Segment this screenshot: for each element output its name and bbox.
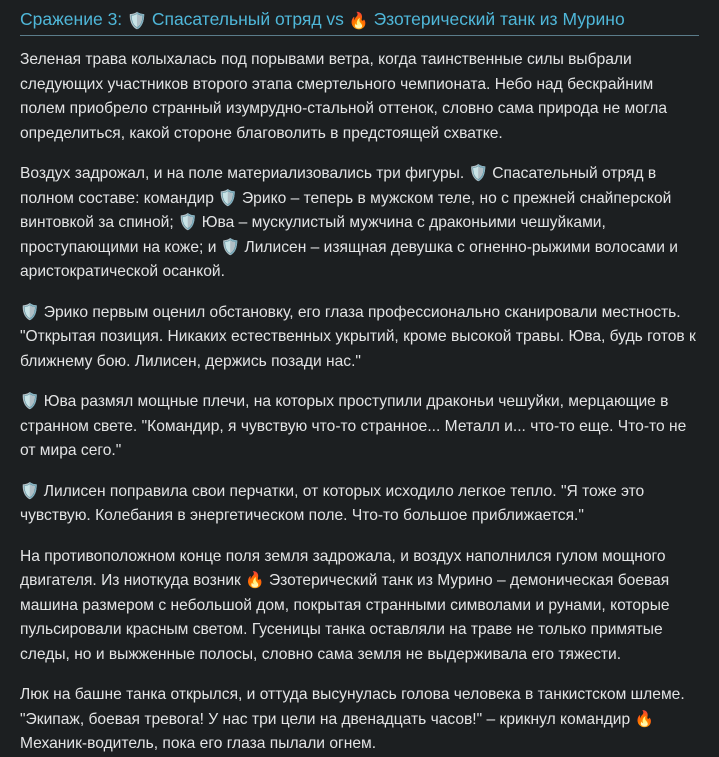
paragraph-5: 🛡️ Лилисен поправила свои перчатки, от которых исходило легкое тепло. "Я тоже это чувствую. Колебания в энергетическом поле. Что-то большое приближается." bbox=[20, 482, 645, 524]
paragraph-4: 🛡️ Юва размял мощные плечи, на которых проступили драконьи чешуйки, мерцающие в странном свете. "Командир, я чувствую что-то странное... Металл и... что-то еще. Что-то не от мира сего." bbox=[20, 393, 687, 459]
paragraph-1: Зеленая трава колыхалась под порывами ветра, когда таинственные силы выбрали следующих участников второго этапа смертельного чемпионата. Небо над бескрайним полем приобрело странный изумрудно-стальной оттенок, словно сама природа не могла определиться, какой стороне благоволить в предстоящей схватке. bbox=[20, 51, 668, 142]
heading-prefix: Сражение 3: bbox=[20, 9, 128, 29]
team2-name: Эзотерический танк из Мурино bbox=[368, 9, 625, 29]
paragraph-7: Люк на башне танка открылся, и оттуда высунулась голова человека в танкистском шлеме. "Экипаж, боевая тревога! У нас три цели на двенадцать часов!" – крикнул командир 🔥 Механик-водитель, пока его глаза пылали огнем. bbox=[20, 686, 685, 752]
paragraph-2: Воздух задрожал, и на поле материализовались три фигуры. 🛡️ Спасательный отряд в полном составе: командир 🛡️ Эрико – теперь в мужском теле, но с прежней снайперской винтовкой за спиной; 🛡️ Юва – мускулистый мужчина с драконьими чешуйками, проступающими на коже; и 🛡️ Лилисен – изящная девушка с огненно-рыжими волосами и аристократической осанкой. bbox=[20, 165, 679, 280]
paragraph-6: На противоположном конце поля земля задрожала, и воздух наполнился гулом мощного двигателя. Из ниоткуда возник 🔥 Эзотерический танк из Мурино – демоническая боевая машина размером с небольшой дом, покрытая странными символами и рунами, которые пульсировали красным светом. Гусеницы танка оставляли на траве не только примятые следы, но и выжженные полосы, словно сама земля не выдерживала его тяжести. bbox=[20, 547, 670, 663]
vs-label: vs bbox=[321, 9, 349, 29]
fire-icon: 🔥 bbox=[348, 13, 369, 30]
shield-icon: 🛡️ bbox=[127, 13, 147, 30]
team1-name: Спасательный отряд bbox=[146, 9, 322, 29]
battle-heading bbox=[20, 7, 699, 36]
paragraph-3: 🛡️ Эрико первым оценил обстановку, его глаза профессионально сканировали местность. "Открытая позиция. Никаких естественных укрытий, кроме высокой травы. Юва, будь готов к ближнему бою. Лилисен, держись позади нас." bbox=[20, 303, 696, 370]
